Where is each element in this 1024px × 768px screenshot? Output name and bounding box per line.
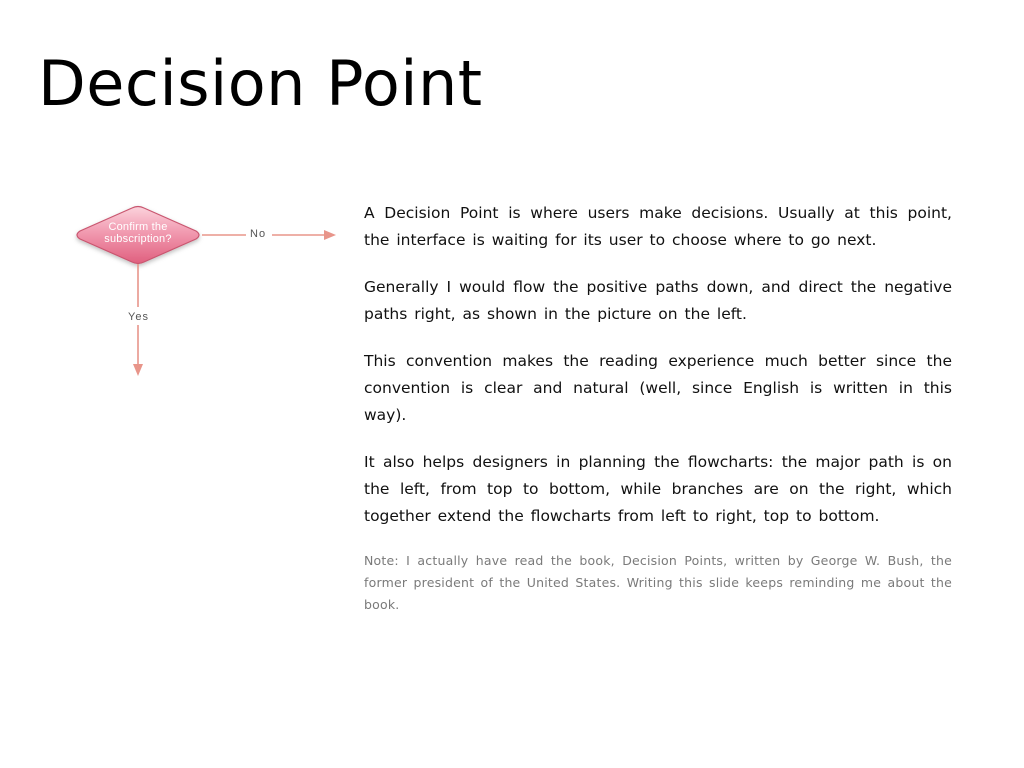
paragraph-planning: It also helps designers in planning the flowcharts: the major path is on the left, from top to bottom, while branches are on the right, which together extend the flowcharts from left to right, top to bottom. [364, 453, 952, 525]
no-arrow-head [324, 230, 336, 240]
yes-path-label: Yes [128, 311, 149, 323]
decision-label-line2: subscription? [104, 233, 172, 245]
paragraph-convention: This convention makes the reading experience much better since the convention is clear and natural (well, since English is written in this way). [364, 352, 952, 424]
no-path-label: No [250, 228, 267, 240]
paragraph-definition: A Decision Point is where users make decisions. Usually at this point, the interface is waiting for its user to choose where to go next. [364, 204, 952, 249]
flowchart-diagram [60, 195, 350, 390]
decision-label-line1: Confirm the [108, 221, 168, 233]
slide-title: Decision Point [38, 47, 483, 120]
description-text [364, 200, 952, 636]
paragraph-flow-direction: Generally I would flow the positive paths down, and direct the negative paths right, as shown in the picture on the left. [364, 278, 952, 323]
decision-label [88, 221, 188, 245]
yes-arrow-head [133, 364, 143, 376]
footnote: Note: I actually have read the book, Decision Points, written by George W. Bush, the former president of the United States. Writing this slide keeps reminding me about the book. [364, 553, 952, 612]
